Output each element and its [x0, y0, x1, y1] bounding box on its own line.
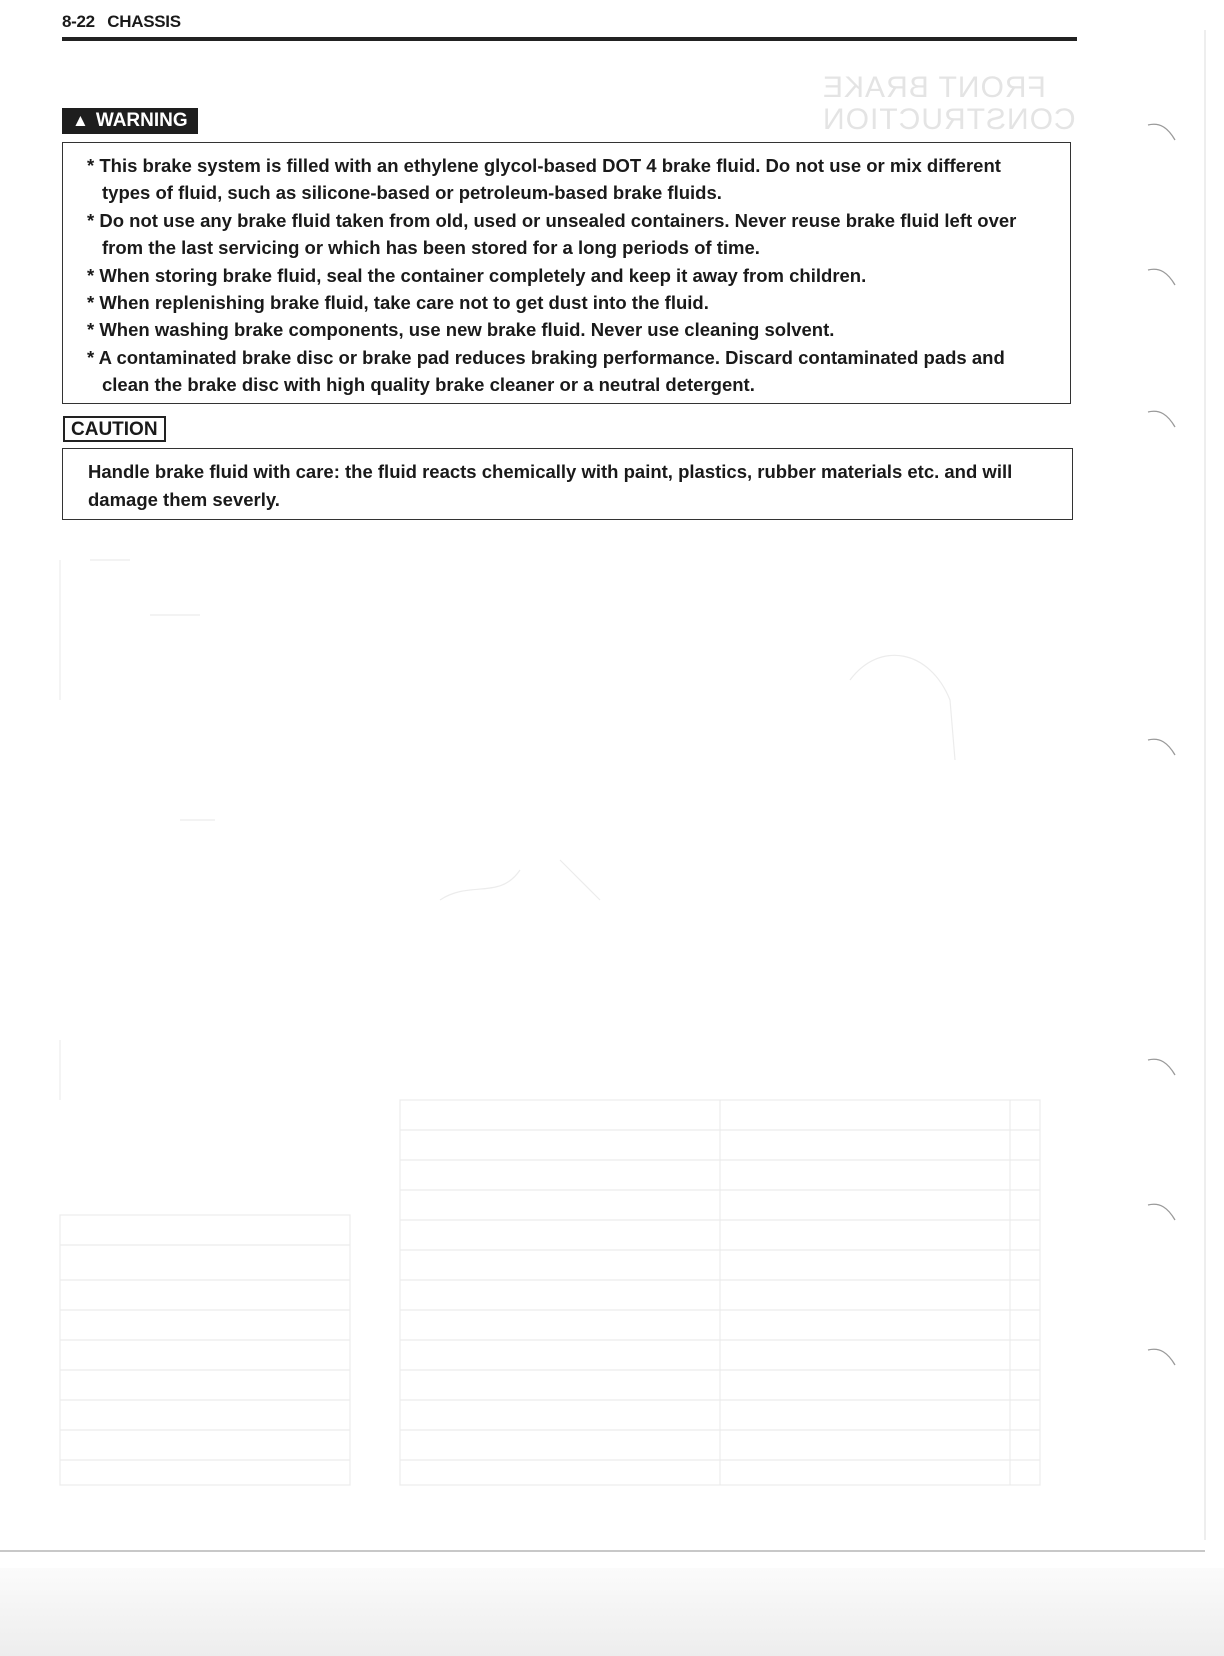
- warning-item: * When storing brake fluid, seal the container completely and keep it away from children.: [87, 264, 867, 286]
- footer-rule: [0, 1550, 1205, 1552]
- warning-box: [62, 142, 1071, 404]
- scan-bottom-shade: [0, 1568, 1224, 1656]
- caution-badge: [63, 416, 166, 442]
- warning-item: * Do not use any brake fluid taken from old, used or unsealed containers. Never reuse brake fluid left over from the last servicing or which has been stored for a long periods of time.: [87, 209, 1017, 259]
- warning-item: * This brake system is filled with an ethylene glycol-based DOT 4 brake fluid. Do not use or mix different types of fluid, such as silicone-based or petroleum-based brake fluids.: [87, 155, 1001, 204]
- warning-item: * When washing brake components, use new brake fluid. Never use cleaning solvent.: [87, 319, 835, 341]
- section-title: CHASSIS: [107, 12, 181, 31]
- show-through-title: FRONT BRAKE CONSTRUCTION: [822, 71, 1076, 136]
- warning-item: * A contaminated brake disc or brake pad reduces braking performance. Discard contaminated pads and clean the brake disc with high quality brake cleaner or a neutral detergent.: [87, 346, 1005, 396]
- warning-list: [63, 143, 1070, 399]
- warning-label: WARNING: [95, 110, 188, 131]
- caution-box: [62, 448, 1073, 520]
- caution-label: CAUTION: [71, 419, 158, 440]
- warning-item: * When replenishing brake fluid, take care not to get dust into the fluid.: [87, 292, 709, 314]
- warning-badge: [62, 108, 198, 134]
- page-number: 8-22: [62, 12, 95, 31]
- page-header: [62, 12, 1077, 32]
- caution-text: Handle brake fluid with care: the fluid reacts chemically with paint, plastics, rubber materials etc. and will damage them severly.: [88, 461, 1013, 510]
- header-rule: [62, 37, 1077, 41]
- warning-triangle-icon: ▲: [72, 111, 89, 130]
